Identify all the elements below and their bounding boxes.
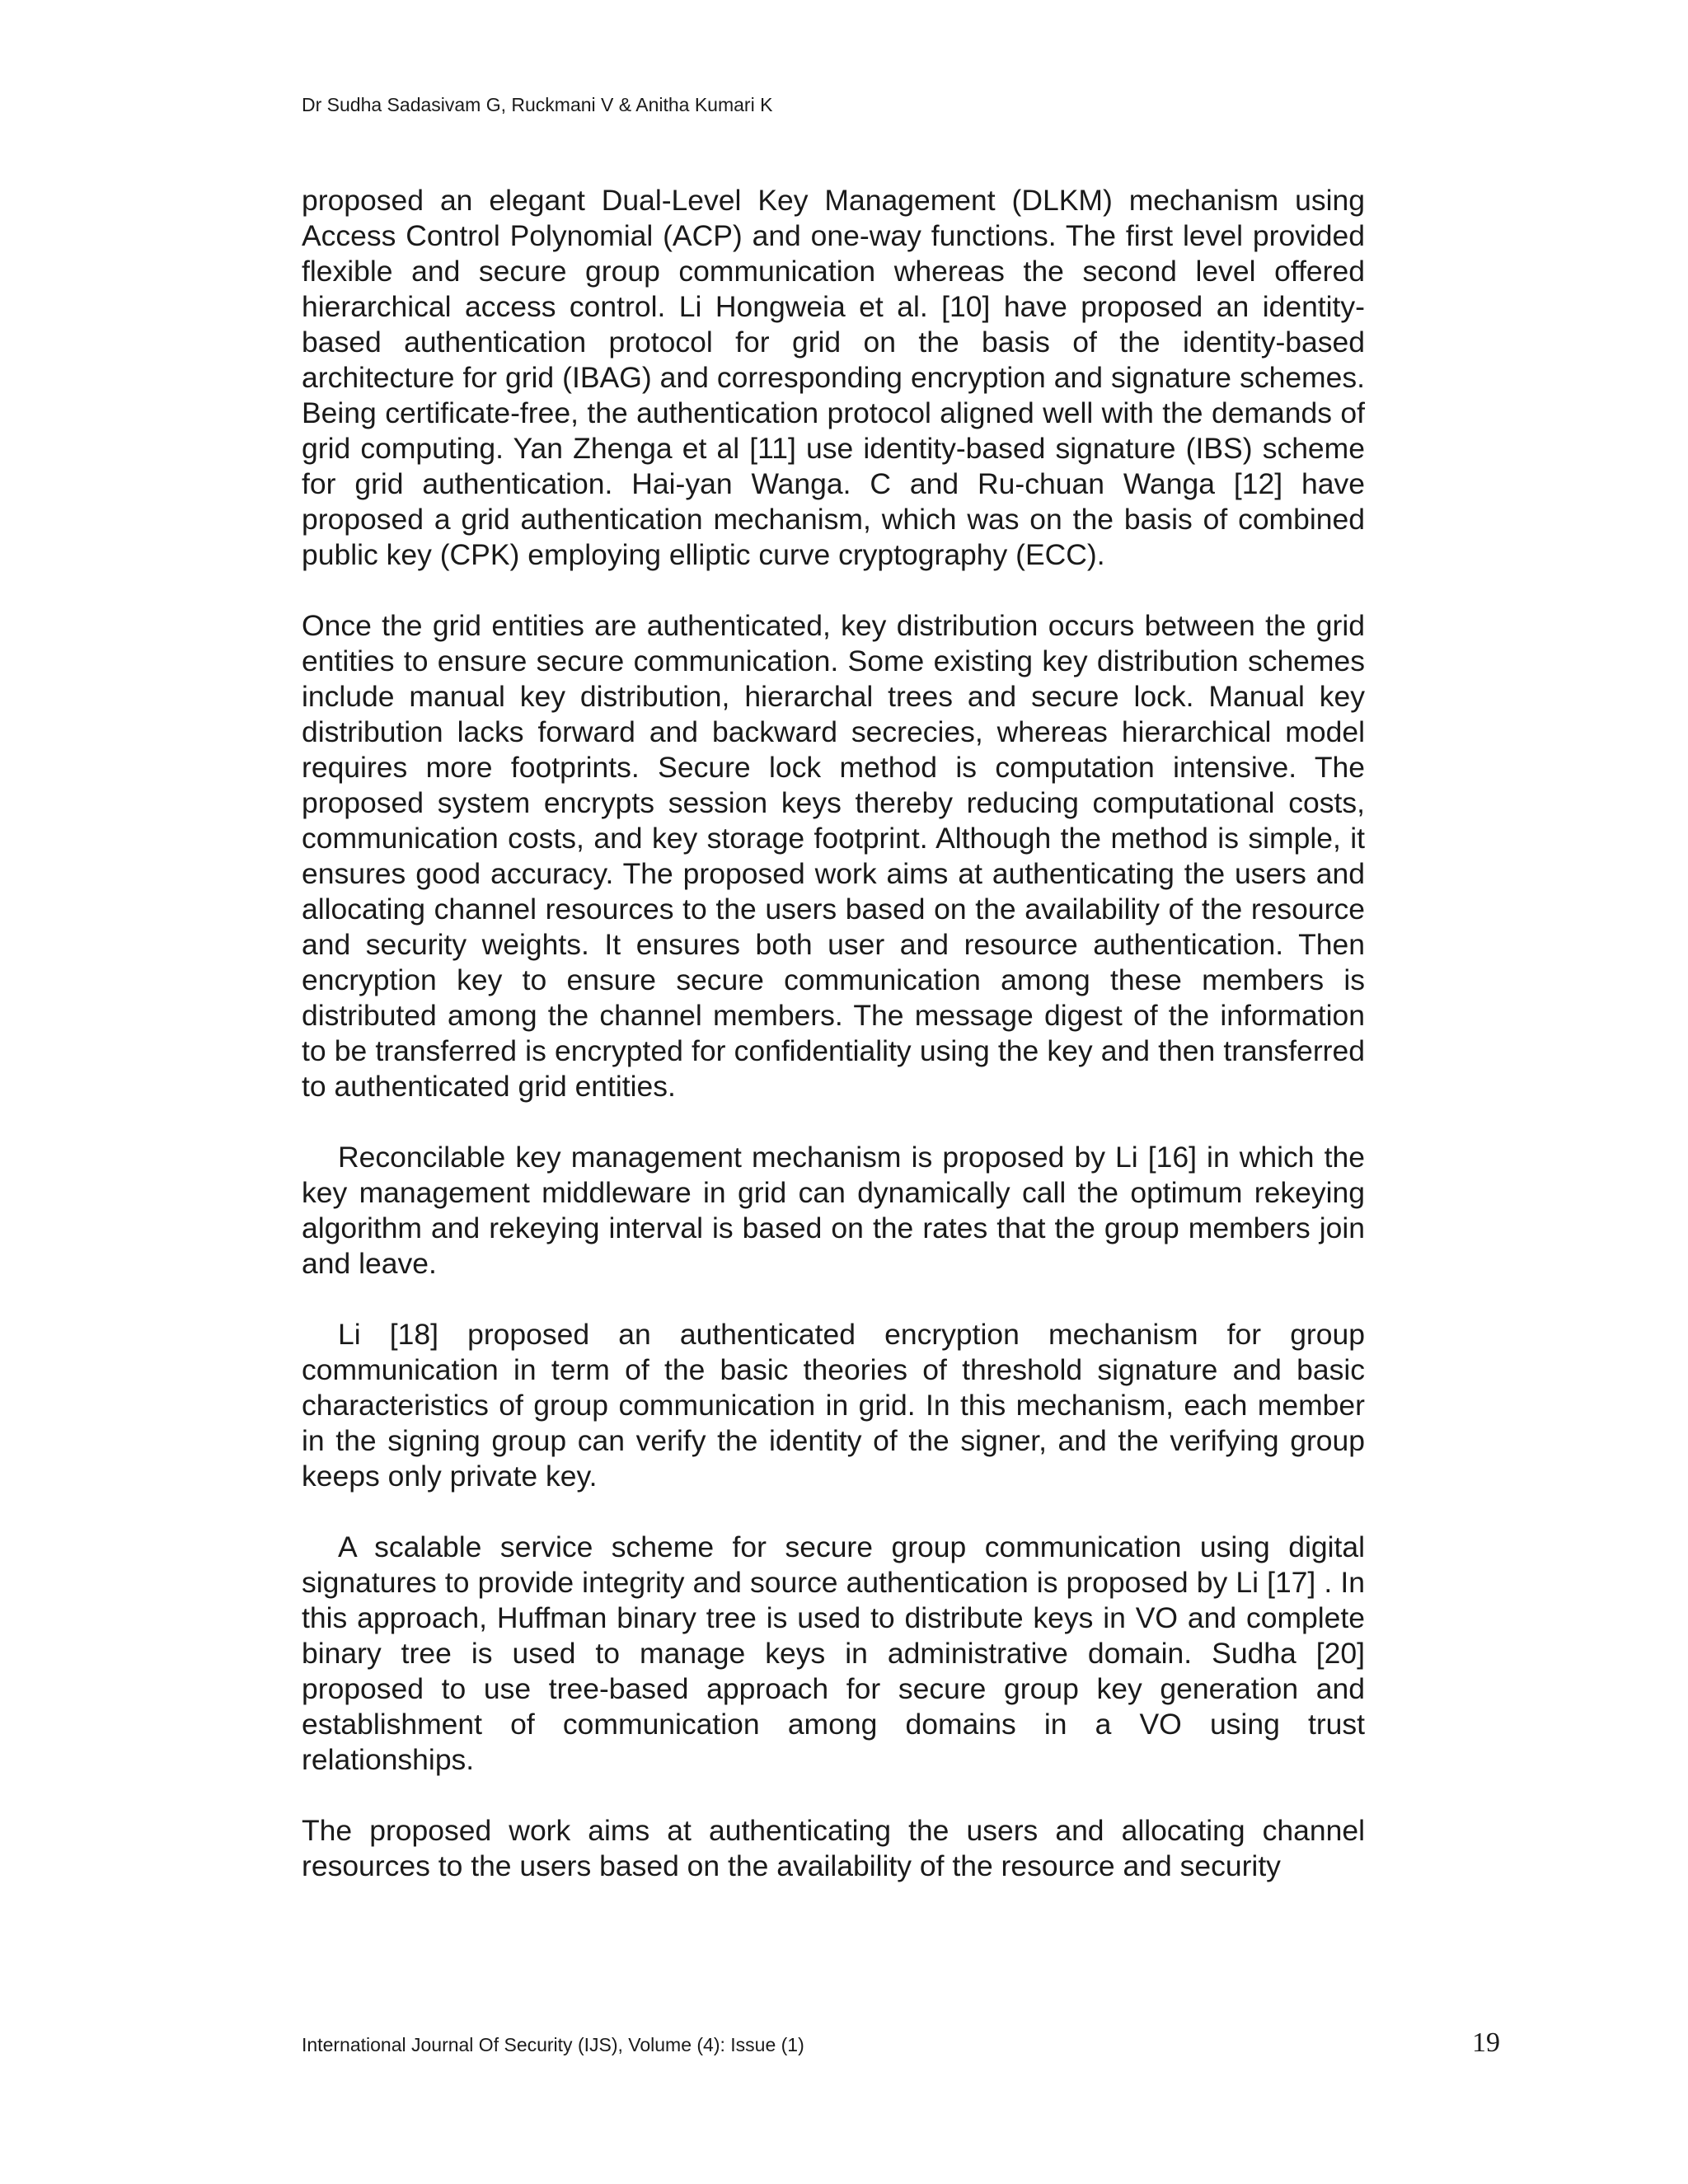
- paragraph-proposed-work: The proposed work aims at authenticating the users and allocating channel resources to the users based on the availability of the resource and security: [302, 1814, 1365, 1882]
- paragraph-authenticated-encryption: Li [18] proposed an authenticated encryption mechanism for group communication in term of the basic theories of threshold signature and basic characteristics of group communication in grid. In this mechanism, each member in the signing group can verify the identity of the signer, and the verifying group keeps only private key.: [302, 1318, 1365, 1493]
- paragraph-reconcilable-key-management: Reconcilable key management mechanism is proposed by Li [16] in which the key management middleware in grid can dynamically call the optimum rekeying algorithm and rekeying interval is based on the rates that the group members join and leave.: [302, 1141, 1365, 1280]
- paragraph-scalable-service-scheme: A scalable service scheme for secure group communication using digital signatures to provide integrity and source authentication is proposed by Li [17] . In this approach, Huffman binary tree is used to distribute keys in VO and complete binary tree is used to manage keys in administrative domain. Sudha [20] proposed to use tree-based approach for secure group key generation and establishment of communication among domains in a VO using trust relationships.: [302, 1530, 1365, 1776]
- running-header: Dr Sudha Sadasivam G, Ruckmani V & Anitha Kumari K: [302, 94, 773, 115]
- article-body: [302, 183, 1365, 1884]
- page-number: 19: [1472, 2027, 1500, 2058]
- paragraph-dlkm-authentication: proposed an elegant Dual-Level Key Management (DLKM) mechanism using Access Control Polynomial (ACP) and one-way functions. The first level provided flexible and secure group communication whereas the second level offered hierarchical access control. Li Hongweia et al. [10] have proposed an identity-based authentication protocol for grid on the basis of the identity-based architecture for grid (IBAG) and corresponding encryption and signature schemes. Being certificate-free, the authentication protocol aligned well with the demands of grid computing. Yan Zhenga et al [11] use identity-based signature (IBS) scheme for grid authentication. Hai-yan Wanga. C and Ru-chuan Wanga [12] have proposed a grid authentication mechanism, which was on the basis of combined public key (CPK) employing elliptic curve cryptography (ECC).: [302, 184, 1365, 571]
- paragraph-key-distribution: Once the grid entities are authenticated, key distribution occurs between the grid entities to ensure secure communication. Some existing key distribution schemes include manual key distribution, hierarchal trees and secure lock. Manual key distribution lacks forward and backward secrecies, whereas hierarchical model requires more footprints. Secure lock method is computation intensive. The proposed system encrypts session keys thereby reducing computational costs, communication costs, and key storage footprint. Although the method is simple, it ensures good accuracy. The proposed work aims at authenticating the users and allocating channel resources to the users based on the availability of the resource and security weights. It ensures both user and resource authentication. Then encryption key to ensure secure communication among these members is distributed among the channel members. The message digest of the information to be transferred is encrypted for confidentiality using the key and then transferred to authenticated grid entities.: [302, 609, 1365, 1103]
- journal-footer: International Journal Of Security (IJS), Volume (4): Issue (1): [302, 2034, 804, 2055]
